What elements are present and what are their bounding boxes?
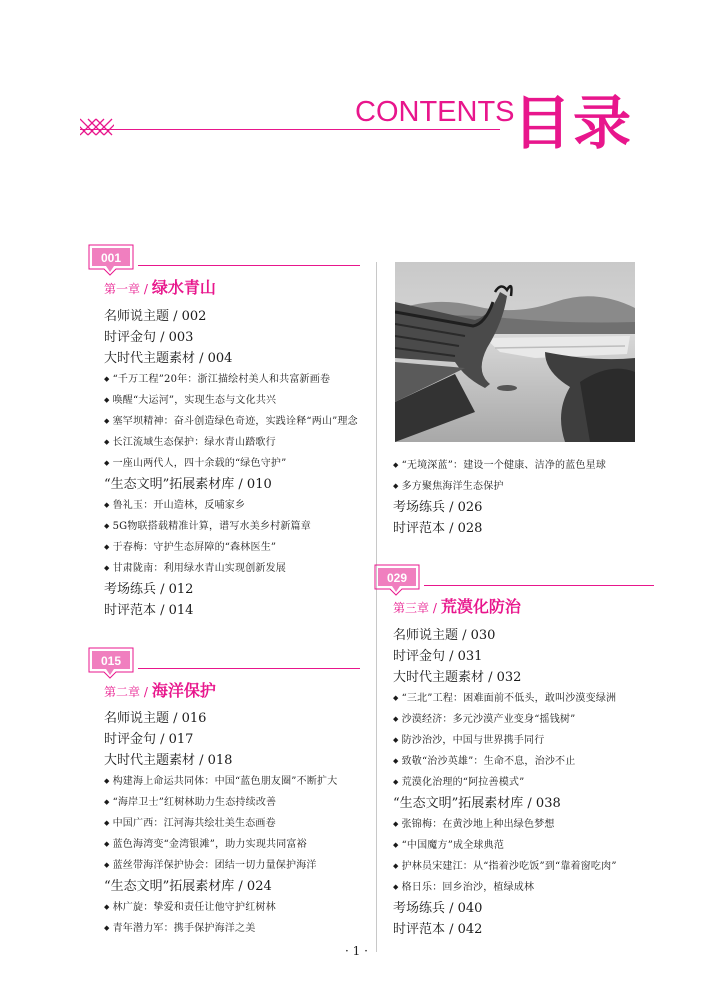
toc-item[interactable]: 考场练兵 / 040 xyxy=(393,901,483,916)
diamond-bullet-icon: ◆ xyxy=(104,459,110,467)
toc-item[interactable]: 名师说主题 / 030 xyxy=(393,628,496,643)
toc-subitem[interactable]: ◆ “千万工程”20年：浙江描绘村美人和共富新画卷 xyxy=(104,374,331,385)
chapter-title: 荒漠化防治 xyxy=(440,597,521,616)
chapter-heading-3 xyxy=(393,595,521,619)
toc-subitem[interactable]: ◆ 蓝丝带海洋保护协会：团结一切力量保护海洋 xyxy=(104,860,317,871)
diamond-bullet-icon: ◆ xyxy=(104,417,110,425)
toc-subitem[interactable]: ◆ 中国广西：江河海共绘壮美生态画卷 xyxy=(104,818,276,829)
section-rule xyxy=(424,585,654,586)
toc-subitem[interactable]: ◆ 多方聚焦海洋生态保护 xyxy=(393,481,504,492)
diamond-bullet-icon: ◆ xyxy=(104,564,110,572)
toc-item[interactable]: 名师说主题 / 016 xyxy=(104,711,207,726)
toc-subitem[interactable]: ◆ 构建海上命运共同体：中国“蓝色朋友圈”不断扩大 xyxy=(104,776,338,787)
toc-subitem[interactable]: ◆ “中国魔方”成全球典范 xyxy=(393,840,505,851)
section-badge-029 xyxy=(372,564,422,596)
toc-subitem[interactable]: ◆ 塞罕坝精神：奋斗创造绿色奇迹，实践诠释“两山”理念 xyxy=(104,416,358,427)
diamond-bullet-icon: ◆ xyxy=(393,862,399,870)
toc-item[interactable]: “生态文明”拓展素材库 / 038 xyxy=(393,796,561,811)
section-number: 029 xyxy=(386,571,408,585)
column-divider xyxy=(376,262,377,952)
toc-item[interactable]: 考场练兵 / 012 xyxy=(104,582,194,597)
toc-list-chapter-2-continued xyxy=(393,455,606,539)
header-rule xyxy=(80,129,500,130)
toc-list-chapter-2 xyxy=(104,708,337,939)
toc-subitem[interactable]: ◆ 唤醒“大运河”，实现生态与文化共兴 xyxy=(104,395,277,406)
toc-subitem[interactable]: ◆ 5G物联搭载精准计算，谱写水美乡村新篇章 xyxy=(104,521,311,532)
chapter-label: 第三章 / xyxy=(393,601,437,615)
diamond-bullet-icon: ◆ xyxy=(393,883,399,891)
diamond-bullet-icon: ◆ xyxy=(104,777,110,785)
toc-item[interactable]: 名师说主题 / 002 xyxy=(104,309,207,324)
chapter-heading-2 xyxy=(104,679,216,703)
coastal-temple-photo xyxy=(395,262,635,442)
diamond-bullet-icon: ◆ xyxy=(104,438,110,446)
chapter-title: 绿水青山 xyxy=(151,278,216,297)
toc-item[interactable]: 时评金句 / 017 xyxy=(104,732,194,747)
toc-list-chapter-1 xyxy=(104,306,358,621)
toc-subitem[interactable]: ◆ 林广旋：挚爱和责任让他守护红树林 xyxy=(104,902,276,913)
diamond-bullet-icon: ◆ xyxy=(393,715,399,723)
toc-subitem[interactable]: ◆ 致敬“治沙英雄”：生命不息，治沙不止 xyxy=(393,756,576,767)
toc-item[interactable]: 大时代主题素材 / 004 xyxy=(104,351,233,366)
diamond-bullet-icon: ◆ xyxy=(104,501,110,509)
toc-item[interactable]: “生态文明”拓展素材库 / 024 xyxy=(104,879,272,894)
toc-subitem[interactable]: ◆ 蓝色海湾变“金湾银滩”，助力实现共同富裕 xyxy=(104,839,307,850)
page-number: · 1 · xyxy=(345,944,368,958)
toc-item[interactable]: 时评范本 / 042 xyxy=(393,922,483,937)
diamond-bullet-icon: ◆ xyxy=(393,841,399,849)
diamond-bullet-icon: ◆ xyxy=(104,903,110,911)
diamond-bullet-icon: ◆ xyxy=(393,757,399,765)
toc-subitem[interactable]: ◆ 长江流域生态保护：绿水青山踏歌行 xyxy=(104,437,276,448)
toc-list-chapter-3 xyxy=(393,625,617,940)
chapter-heading-1 xyxy=(104,276,216,300)
diamond-bullet-icon: ◆ xyxy=(104,819,110,827)
toc-subitem[interactable]: ◆ 鲁礼玉：开山造林，反哺家乡 xyxy=(104,500,246,511)
section-badge-015 xyxy=(86,647,136,679)
diamond-bullet-icon: ◆ xyxy=(104,396,110,404)
diamond-bullet-icon: ◆ xyxy=(104,522,110,530)
toc-subitem[interactable]: ◆ “海岸卫士”红树林助力生态持续改善 xyxy=(104,797,277,808)
toc-subitem[interactable]: ◆ 荒漠化治理的“阿拉善模式” xyxy=(393,777,525,788)
toc-subitem[interactable]: ◆ “无境深蓝”：建设一个健康、洁净的蓝色星球 xyxy=(393,460,607,471)
toc-item[interactable]: 考场练兵 / 026 xyxy=(393,500,483,515)
diamond-bullet-icon: ◆ xyxy=(393,482,399,490)
toc-subitem[interactable]: ◆ 防沙治沙，中国与世界携手同行 xyxy=(393,735,545,746)
section-rule xyxy=(138,265,360,266)
diamond-bullet-icon: ◆ xyxy=(393,694,399,702)
toc-item[interactable]: “生态文明”拓展素材库 / 010 xyxy=(104,477,272,492)
page-title: 目录 xyxy=(513,89,634,157)
toc-subitem[interactable]: ◆ 一座山两代人，四十余载的“绿色守护” xyxy=(104,458,287,469)
chapter-label: 第一章 / xyxy=(104,282,148,296)
cross-hatch-ornament-icon xyxy=(80,118,114,136)
diamond-bullet-icon: ◆ xyxy=(104,861,110,869)
diamond-bullet-icon: ◆ xyxy=(104,543,110,551)
toc-subitem[interactable]: ◆ 青年潜力军：携手保护海洋之美 xyxy=(104,923,256,934)
chapter-label: 第二章 / xyxy=(104,685,148,699)
contents-heading: CONTENTS xyxy=(355,96,515,128)
diamond-bullet-icon: ◆ xyxy=(393,778,399,786)
toc-item[interactable]: 大时代主题素材 / 018 xyxy=(104,753,233,768)
toc-item[interactable]: 时评范本 / 028 xyxy=(393,521,483,536)
toc-subitem[interactable]: ◆ 格日乐：回乡治沙，植绿成林 xyxy=(393,882,535,893)
toc-item[interactable]: 时评范本 / 014 xyxy=(104,603,194,618)
toc-subitem[interactable]: ◆ 甘肃陇南：利用绿水青山实现创新发展 xyxy=(104,563,286,574)
diamond-bullet-icon: ◆ xyxy=(104,375,110,383)
toc-subitem[interactable]: ◆ 护林员宋建江：从“指着沙吃饭”到“靠着窗吃肉” xyxy=(393,861,617,872)
toc-item[interactable]: 大时代主题素材 / 032 xyxy=(393,670,522,685)
section-badge-001 xyxy=(86,244,136,276)
toc-subitem[interactable]: ◆ 沙漠经济：多元沙漠产业变身“摇钱树” xyxy=(393,714,576,725)
toc-item[interactable]: 时评金句 / 003 xyxy=(104,330,194,345)
toc-subitem[interactable]: ◆ “三北”工程：困难面前不低头，敢叫沙漠变绿洲 xyxy=(393,693,617,704)
diamond-bullet-icon: ◆ xyxy=(393,736,399,744)
toc-subitem[interactable]: ◆ 于春梅：守护生态屏障的“森林医生” xyxy=(104,542,277,553)
toc-item[interactable]: 时评金句 / 031 xyxy=(393,649,483,664)
section-number: 015 xyxy=(100,654,122,668)
diamond-bullet-icon: ◆ xyxy=(104,924,110,932)
section-rule xyxy=(138,668,360,669)
chapter-title: 海洋保护 xyxy=(151,681,216,700)
toc-subitem[interactable]: ◆ 张锦梅：在黄沙地上种出绿色梦想 xyxy=(393,819,555,830)
section-number: 001 xyxy=(100,251,122,265)
diamond-bullet-icon: ◆ xyxy=(104,798,110,806)
diamond-bullet-icon: ◆ xyxy=(393,820,399,828)
diamond-bullet-icon: ◆ xyxy=(393,461,399,469)
diamond-bullet-icon: ◆ xyxy=(104,840,110,848)
